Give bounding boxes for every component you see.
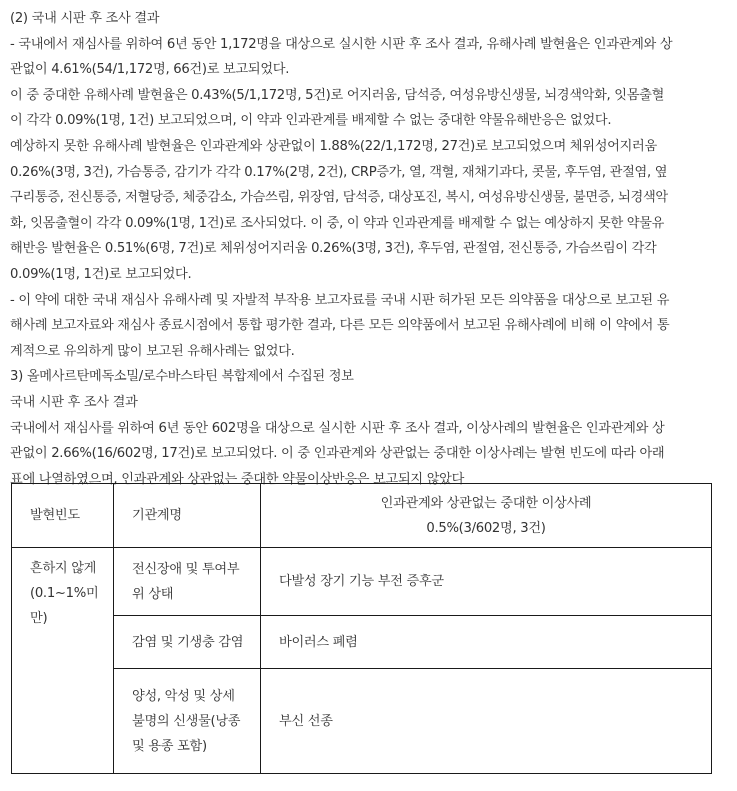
paragraph-line: 0.26%(3명, 3건), 가슴통증, 감기가 각각 0.17%(2명, 2건), CRP증가, 열, 객혈, 재채기과다, 콧물, 후두염, 관절염, 옆 [10, 164, 668, 180]
frequency-group-cell: 흔하지 않게 (0.1~1%미만) [12, 548, 114, 774]
paragraph-line: 0.09%(1명, 1건)로 보고되었다. [10, 266, 192, 282]
header-frequency: 발현빈도 [12, 484, 114, 548]
paragraph-line: 관없이 2.66%(16/602명, 17건)로 보고되었다. 이 중 인과관계와 상관없는 중대한 이상사례는 발현 빈도에 따라 아래 [10, 446, 665, 462]
table-row [12, 548, 712, 616]
paragraph-line: 해반응 발현율은 0.51%(6명, 7건)로 체위성어지러움 0.26%(3명, 3건), 후두염, 관절염, 전신통증, 가슴쓰림이 각각 [10, 241, 657, 257]
header-serious-ae [261, 484, 712, 548]
section-heading-postmarketing: (2) 국내 시판 후 조사 결과 [10, 11, 160, 26]
paragraph-line: 해사례 보고자료와 재심사 종료시점에서 통합 평가한 결과, 다른 모든 의약품에서 보고된 유해사례에 비해 이 약에서 통 [10, 318, 670, 334]
paragraph-line: 예상하지 못한 유해사례 발현율은 인과관계와 상관없이 1.88%(22/1,172명, 27건)로 보고되었으며 체위성어지러움 [10, 138, 657, 154]
paragraph-line: 표에 나열하였으며, 인과관계와 상관없는 중대한 약물이상반응은 보고되지 않았다 [10, 471, 465, 487]
table-row [12, 616, 712, 669]
header-serious-ae-rate: 0.5%(3/602명, 3건) [426, 520, 546, 536]
subheading-postmarketing: 국내 시판 후 조사 결과 [10, 394, 138, 410]
organ-cell: 전신장애 및 투여부위 상태 [114, 548, 261, 616]
header-organ-system: 기관계명 [114, 484, 261, 548]
paragraph-line: 이 중 중대한 유해사례 발현율은 0.43%(5/1,172명, 5건)로 어지러움, 담석증, 여성유방신생물, 뇌경색악화, 잇몸출혈 [10, 87, 665, 103]
event-cell: 바이러스 폐렴 [261, 616, 712, 669]
section-heading-combination: 3) 올메사르탄메독소밀/로수바스타틴 복합제에서 수집된 정보 [10, 369, 354, 385]
header-serious-ae-title: 인과관계와 상관없는 중대한 이상사례 [380, 495, 592, 511]
paragraph-line: 국내에서 재심사를 위하여 6년 동안 602명을 대상으로 실시한 시판 후 조사 결과, 이상사례의 발현율은 인과관계와 상 [10, 420, 665, 436]
paragraph-line: 계적으로 유의하게 많이 보고된 유해사례는 없었다. [10, 343, 295, 359]
body-text [10, 6, 722, 492]
adverse-event-table [11, 483, 712, 774]
event-cell: 다발성 장기 기능 부전 증후군 [261, 548, 712, 616]
organ-cell: 감염 및 기생충 감염 [114, 616, 261, 669]
table-row [12, 669, 712, 774]
paragraph-line: 구리통증, 전신통증, 저혈당증, 체중감소, 가슴쓰림, 위장염, 담석증, 대상포진, 복시, 여성유방신생물, 불면증, 뇌경색악 [10, 190, 668, 206]
organ-cell: 양성, 악성 및 상세불명의 신생물(낭종 및 용종 포함) [114, 669, 261, 774]
paragraph-line: 이 각각 0.09%(1명, 1건) 보고되었으며, 이 약과 인과관계를 배제할 수 없는 중대한 약물유해반응은 없었다. [10, 113, 612, 129]
paragraph-line: 관없이 4.61%(54/1,172명, 66건)로 보고되었다. [10, 62, 290, 78]
paragraph-line: - 국내에서 재심사를 위하여 6년 동안 1,172명을 대상으로 실시한 시판 후 조사 결과, 유해사례 발현율은 인과관계와 상 [10, 36, 673, 52]
paragraph-line: 화, 잇몸출혈이 각각 0.09%(1명, 1건)로 조사되었다. 이 중, 이 약과 인과관계를 배제할 수 없는 예상하지 못한 약물유 [10, 215, 665, 231]
paragraph-line: - 이 약에 대한 국내 재심사 유해사례 및 자발적 부작용 보고자료를 국내 시판 허가된 모든 의약품을 대상으로 보고된 유 [10, 292, 670, 308]
event-cell: 부신 선종 [261, 669, 712, 774]
table-header-row [12, 484, 712, 548]
